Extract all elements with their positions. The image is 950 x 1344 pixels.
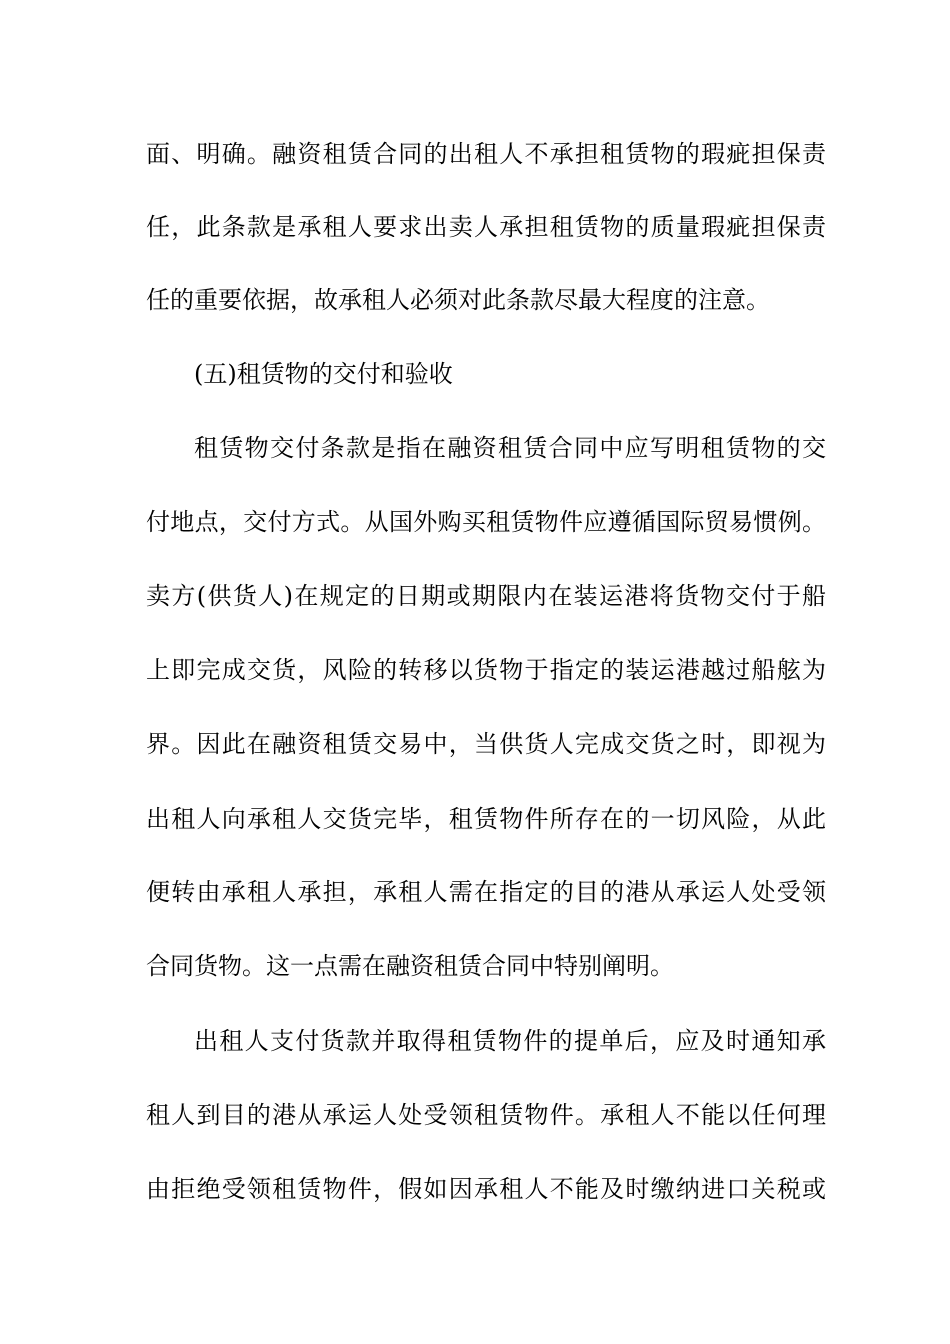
text-line: 任，此条款是承租人要求出卖人承担租赁物的质量瑕疵担保责 bbox=[146, 213, 826, 241]
text-line: 租人到目的港从承运人处受领租赁物件。承租人不能以任何理 bbox=[146, 1101, 826, 1129]
section-heading: (五)租赁物的交付和验收 bbox=[194, 360, 453, 388]
text-line: 租赁物交付条款是指在融资租赁合同中应写明租赁物的交 bbox=[194, 434, 826, 462]
text-line: 出租人支付货款并取得租赁物件的提单后，应及时通知承 bbox=[194, 1027, 826, 1055]
text-line: 付地点，交付方式。从国外购买租赁物件应遵循国际贸易惯例。 bbox=[146, 508, 826, 536]
text-line: 合同货物。这一点需在融资租赁合同中特别阐明。 bbox=[146, 952, 674, 980]
text-line: 便转由承租人承担，承租人需在指定的目的港从承运人处受领 bbox=[146, 878, 826, 906]
text-line: 任的重要依据，故承租人必须对此条款尽最大程度的注意。 bbox=[146, 286, 770, 314]
text-line: 上即完成交货，风险的转移以货物于指定的装运港越过船舷为 bbox=[146, 656, 826, 684]
text-line: 界。因此在融资租赁交易中，当供货人完成交货之时，即视为 bbox=[146, 730, 826, 758]
text-line: 面、明确。融资租赁合同的出租人不承担租赁物的瑕疵担保责 bbox=[146, 140, 826, 168]
text-line: 卖方(供货人)在规定的日期或期限内在装运港将货物交付于船 bbox=[146, 582, 826, 610]
text-line: 出租人向承租人交货完毕，租赁物件所存在的一切风险，从此 bbox=[146, 805, 826, 833]
text-line: 由拒绝受领租赁物件，假如因承租人不能及时缴纳进口关税或 bbox=[146, 1175, 826, 1203]
